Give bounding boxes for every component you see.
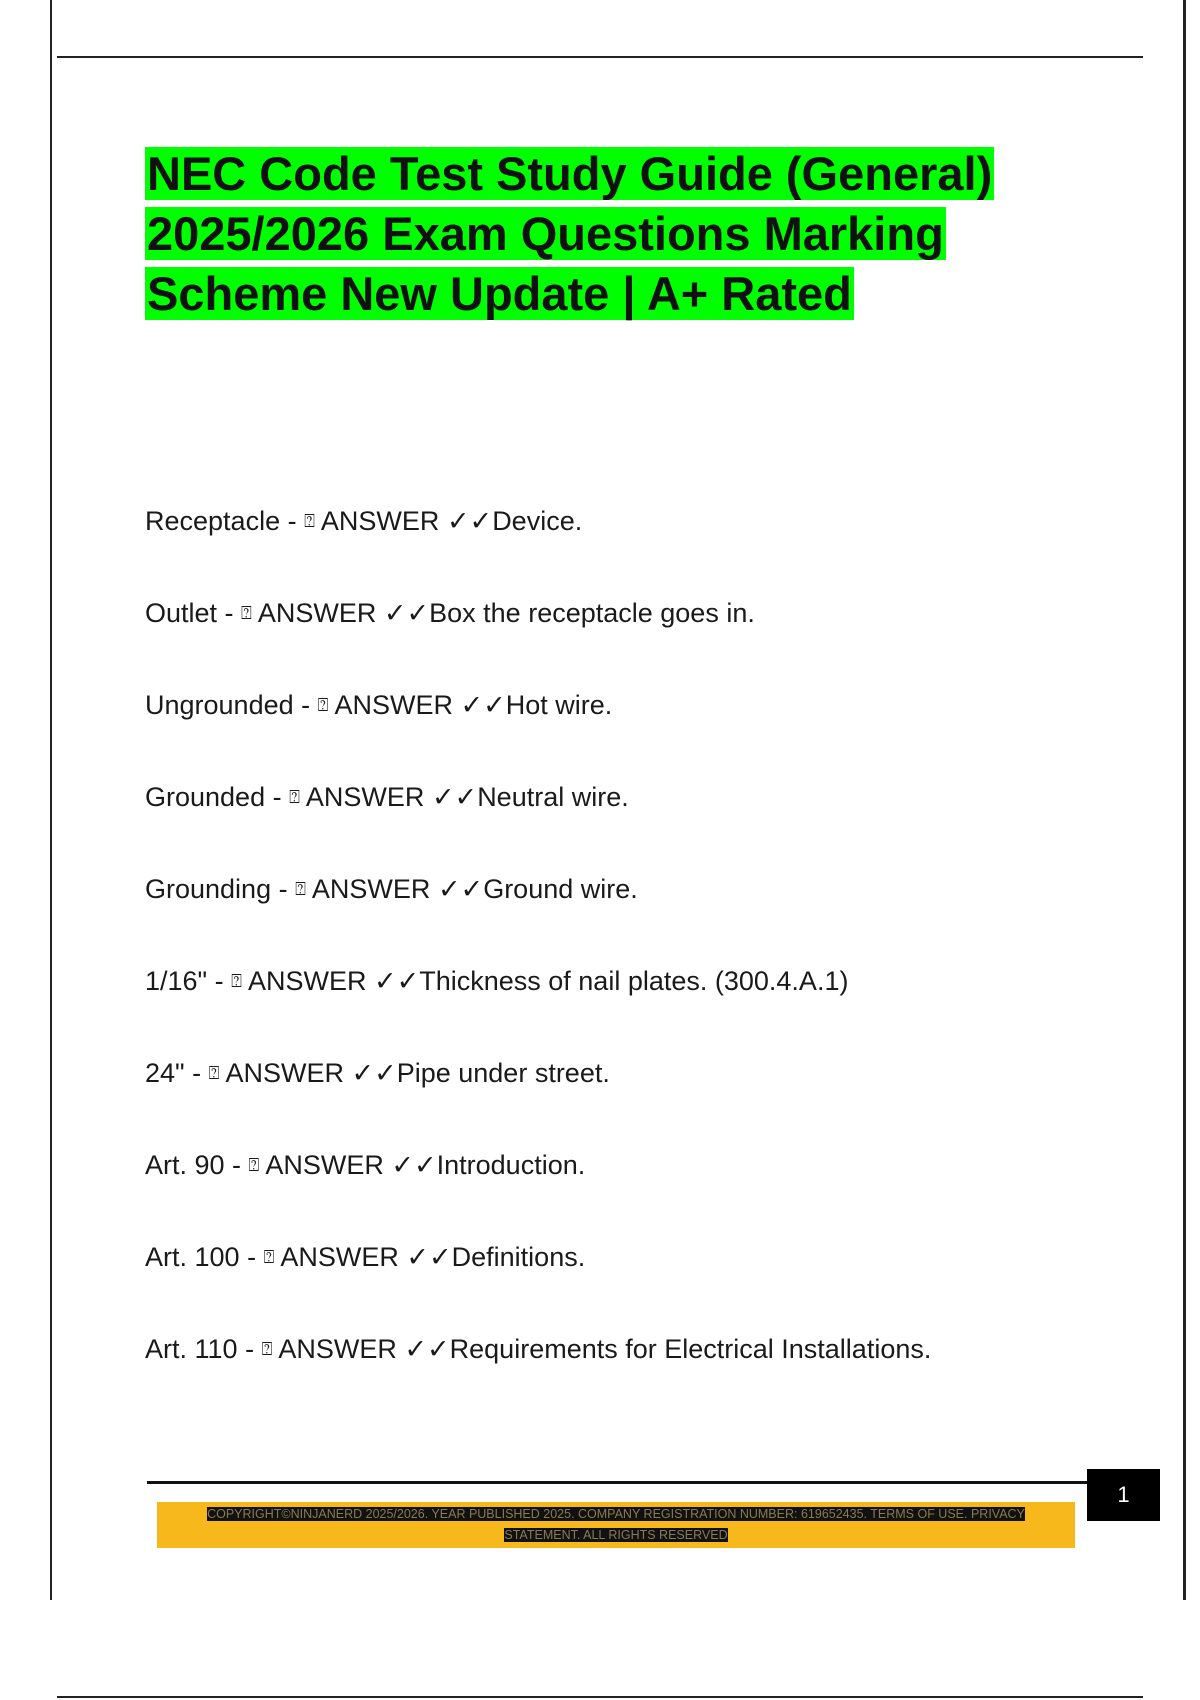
qa-term: Art. 90	[145, 1150, 225, 1180]
check-marks: ✓✓	[437, 874, 484, 904]
answer-label: ANSWER	[251, 598, 384, 628]
header-rule	[57, 56, 1143, 58]
missing-glyph-icon: ⍰	[231, 971, 242, 991]
qa-item	[145, 866, 1105, 958]
missing-glyph-icon: ⍰	[261, 1339, 273, 1359]
qa-separator: -	[293, 690, 318, 720]
check-marks: ✓✓	[373, 966, 420, 996]
qa-separator: -	[237, 1334, 262, 1364]
qa-separator: -	[280, 506, 305, 536]
qa-separator: -	[217, 598, 242, 628]
qa-item	[145, 1142, 1105, 1234]
document-title	[145, 144, 1045, 324]
qa-item	[145, 1326, 1105, 1418]
answer-label: ANSWER	[274, 1242, 407, 1272]
title-line-1: NEC Code Test Study Guide (General)	[147, 147, 993, 200]
qa-item	[145, 1050, 1105, 1142]
answer-label: ANSWER	[272, 1334, 405, 1364]
check-marks: ✓✓	[406, 1242, 452, 1272]
missing-glyph-icon: ⍰	[295, 879, 306, 899]
qa-answer: Device.	[492, 506, 583, 536]
next-page-rule	[57, 1696, 1143, 1698]
qa-answer: Pipe under street.	[396, 1058, 610, 1088]
qa-item	[145, 498, 1105, 590]
footer-rule	[147, 1481, 1087, 1484]
answer-label: ANSWER	[259, 1150, 392, 1180]
qa-item	[145, 590, 1105, 682]
answer-label: ANSWER	[305, 874, 438, 904]
title-line-2: 2025/2026 Exam Questions Marking	[147, 207, 944, 260]
qa-separator: -	[207, 966, 232, 996]
qa-answer: Neutral wire.	[477, 782, 629, 812]
check-marks: ✓✓	[351, 1058, 397, 1088]
qa-separator: -	[184, 1058, 209, 1088]
qa-answer: Box the receptacle goes in.	[429, 598, 755, 628]
missing-glyph-icon: ⍰	[208, 1063, 220, 1083]
qa-separator: -	[224, 1150, 249, 1180]
qa-item	[145, 774, 1105, 866]
copyright-notice	[170, 1504, 1062, 1546]
answer-label: ANSWER	[219, 1058, 352, 1088]
missing-glyph-icon: ⍰	[263, 1247, 275, 1267]
qa-item	[145, 1234, 1105, 1326]
missing-glyph-icon: ⍰	[304, 511, 315, 531]
check-marks: ✓✓	[460, 690, 506, 720]
qa-term: 24"	[145, 1058, 185, 1088]
answer-label: ANSWER	[314, 506, 447, 536]
qa-item	[145, 682, 1105, 774]
check-marks: ✓✓	[446, 506, 493, 536]
qa-answer: Requirements for Electrical Installations.	[449, 1334, 932, 1364]
check-marks: ✓✓	[391, 1150, 437, 1180]
answer-label: ANSWER	[299, 782, 432, 812]
qa-term: Grounded	[145, 782, 266, 812]
missing-glyph-icon: ⍰	[241, 603, 252, 623]
qa-separator: -	[265, 782, 290, 812]
qa-term: Grounding	[145, 874, 272, 904]
qa-answer: Introduction.	[436, 1150, 586, 1180]
answer-label: ANSWER	[241, 966, 374, 996]
qa-term: Art. 110	[145, 1334, 238, 1364]
qa-term: Receptacle	[145, 506, 281, 536]
qa-term: Ungrounded	[145, 690, 294, 720]
qa-answer: Hot wire.	[505, 690, 613, 720]
qa-term: Art. 100	[145, 1242, 240, 1272]
missing-glyph-icon: ⍰	[289, 787, 300, 807]
check-marks: ✓✓	[431, 782, 478, 812]
qa-answer: Thickness of nail plates. (300.4.A.1)	[419, 966, 849, 996]
qa-item	[145, 958, 1105, 1050]
qa-answer: Ground wire.	[483, 874, 638, 904]
page-border-left	[50, 0, 52, 1600]
qa-term: Outlet	[145, 598, 218, 628]
qa-separator: -	[239, 1242, 264, 1272]
page-border-right	[1183, 0, 1186, 1600]
missing-glyph-icon: ⍰	[317, 695, 329, 715]
check-marks: ✓✓	[383, 598, 430, 628]
qa-separator: -	[271, 874, 296, 904]
check-marks: ✓✓	[404, 1334, 450, 1364]
qa-list	[145, 498, 1105, 1418]
qa-answer: Definitions.	[451, 1242, 586, 1272]
missing-glyph-icon: ⍰	[248, 1155, 260, 1175]
copyright-text: COPYRIGHT©NINJANERD 2025/2026. YEAR PUBLISHED 2025. COMPANY REGISTRATION NUMBER: 619652435. TERMS OF USE. PRIVACY STATEMENT. ALL RIGHTS RESERVED	[207, 1507, 1025, 1542]
qa-term: 1/16"	[145, 966, 208, 996]
page-number: 1	[1087, 1469, 1160, 1521]
answer-label: ANSWER	[328, 690, 461, 720]
title-line-3: Scheme New Update | A+ Rated	[147, 267, 852, 320]
